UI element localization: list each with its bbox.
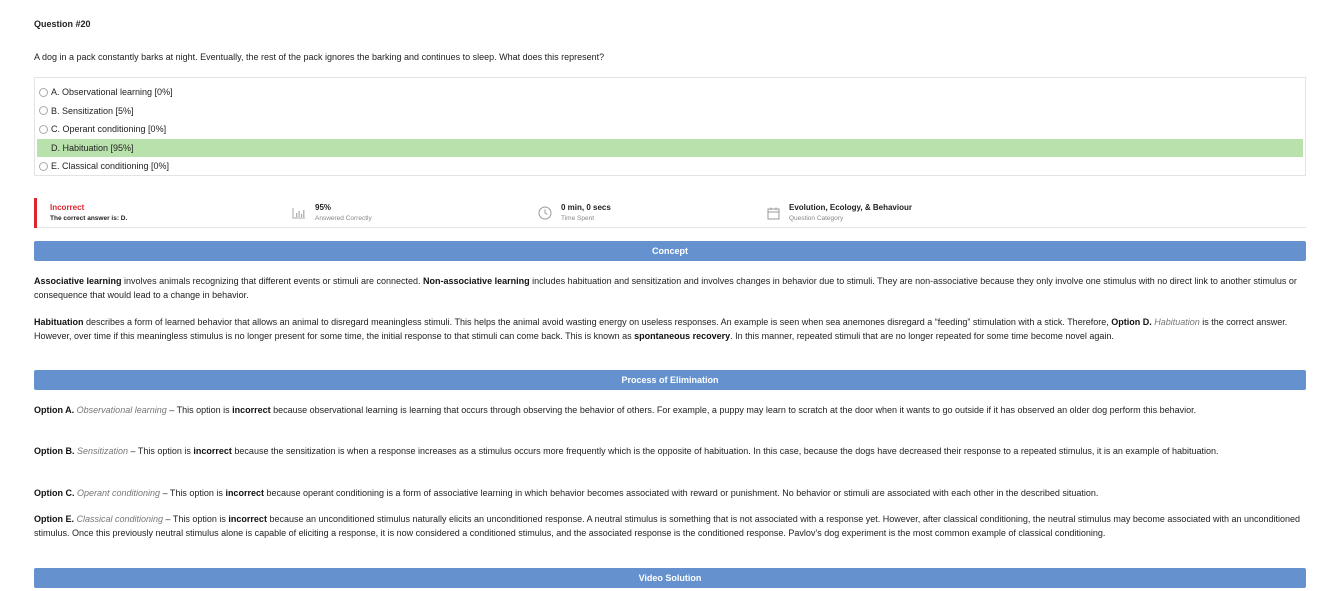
text: because observational learning is learning that occurs through observing the behavior of others. For example, a puppy may learn to scratch at the door when it wants to go outside if it has observed an older dog perform this behavior. [270,405,1197,415]
concept-paragraph-2 [34,315,1306,343]
bold-term: incorrect [228,514,267,524]
text: because an unconditioned stimulus naturally elicits an unconditioned response. A neutral stimulus is something that is not associated with a response yet. However, after classical conditioning, the neutral stimulus may become associated with an unconditioned stimulus. Once this previously neutral stimulus alone is capable of eliciting a response, it is now considered a conditioned stimulus, and the associated response is the conditioned response. Pavlov’s dog experiment is the most common example of classical conditioning. [34,514,1301,538]
answer-options [34,77,1306,176]
category-stat [765,198,912,228]
option-ref: Option A. [34,405,75,415]
percent-caption: Answered Correctly [315,214,372,222]
concept-paragraph-1 [34,274,1306,302]
option-name: Sensitization [74,446,129,456]
time-value: 0 min, 0 secs [561,202,611,212]
text: – This option is [128,446,194,456]
elimination-option-a [34,403,1306,417]
text: describes a form of learned behavior that allows an animal to disregard meaningless stimuli. This helps the animal avoid wasting energy on useless responses. An example is seen when sea anemones disregard a “feeding” stimulation with a stick. Therefore, [83,317,1112,327]
result-status [34,198,127,228]
option-a[interactable] [35,83,1305,102]
time-caption: Time Spent [561,214,594,222]
option-b[interactable] [35,102,1305,121]
text: . In this manner, repeated stimuli that are no longer repeated for some time become novel again. [730,331,1114,341]
result-stats [34,198,1306,228]
text: because the sensitization is when a response increases as a stimulus occurs more frequently which is the opposite of habituation. In this case, because the dogs have decreased their response to a repeated stimulus, it is an example of habituation. [231,446,1219,456]
option-label: E. Classical conditioning [0%] [51,161,170,172]
correct-answer-text: The correct answer is: D. [50,214,128,222]
text: includes habituation and sensitization and involves changes in behavior due to stimuli. They are non-associative because they only involve one stimulus with no direct link to another stimulus or consequence that would lead to a change in behavior. [34,276,1297,300]
elimination-option-c [34,486,1306,500]
elimination-option-e [34,512,1306,540]
bar-chart-icon [291,205,307,221]
option-label: C. Operant conditioning [0%] [51,124,167,135]
option-e[interactable] [35,157,1305,176]
category-caption: Question Category [789,214,844,222]
time-spent-stat [537,198,611,228]
option-name: Classical conditioning [74,514,164,524]
clock-icon [537,205,553,221]
video-solution-header[interactable]: Video Solution [34,568,1306,588]
text: because operant conditioning is a form of associative learning in which behavior becomes associated with reward or punishment. No behavior or stimuli are associated with each other in the described situation. [263,488,1099,498]
elimination-header[interactable]: Process of Elimination [34,370,1306,390]
option-label: D. Habituation [95%] [51,142,134,153]
text: – This option is [163,514,229,524]
radio-icon[interactable] [39,106,48,115]
elimination-option-b [34,444,1306,458]
bold-term: incorrect [225,488,264,498]
category-value: Evolution, Ecology, & Behaviour [789,202,912,212]
bold-term: Habituation [34,317,84,327]
bold-term: incorrect [232,405,271,415]
question-title: Question #20 [34,19,91,29]
option-c[interactable] [35,120,1305,139]
bold-term: Associative learning [34,276,122,286]
text: is the correct answer. However, over time if this meaningless stimulus is no longer present for some time, the initial response to that stimuli can come back. This is known as [34,317,1288,341]
option-ref: Option E. [34,514,74,524]
option-label: B. Sensitization [5%] [51,105,134,116]
option-ref: Option C. [34,488,75,498]
option-name: Operant conditioning [74,488,161,498]
bold-term: incorrect [193,446,232,456]
bold-term: Option D. [1111,317,1152,327]
bold-term: Non-associative learning [423,276,530,286]
radio-icon[interactable] [39,88,48,97]
option-d-correct[interactable] [37,139,1303,158]
text: – This option is [160,488,226,498]
question-text: A dog in a pack constantly barks at night. Eventually, the rest of the pack ignores the barking and continues to sleep. What does this represent? [34,52,605,62]
option-name: Observational learning [74,405,167,415]
result-label: Incorrect [50,202,85,212]
option-label: A. Observational learning [0%] [51,87,173,98]
radio-icon[interactable] [39,125,48,134]
italic-term: Habituation [1151,317,1200,327]
concept-header[interactable]: Concept [34,241,1306,261]
text: involves animals recognizing that different events or stimuli are connected. [121,276,424,286]
bold-term: spontaneous recovery [634,331,731,341]
percent-value: 95% [315,202,332,212]
calendar-icon [765,205,781,221]
radio-icon[interactable] [39,162,48,171]
percent-correct-stat [291,198,372,228]
option-ref: Option B. [34,446,75,456]
text: – This option is [166,405,233,415]
